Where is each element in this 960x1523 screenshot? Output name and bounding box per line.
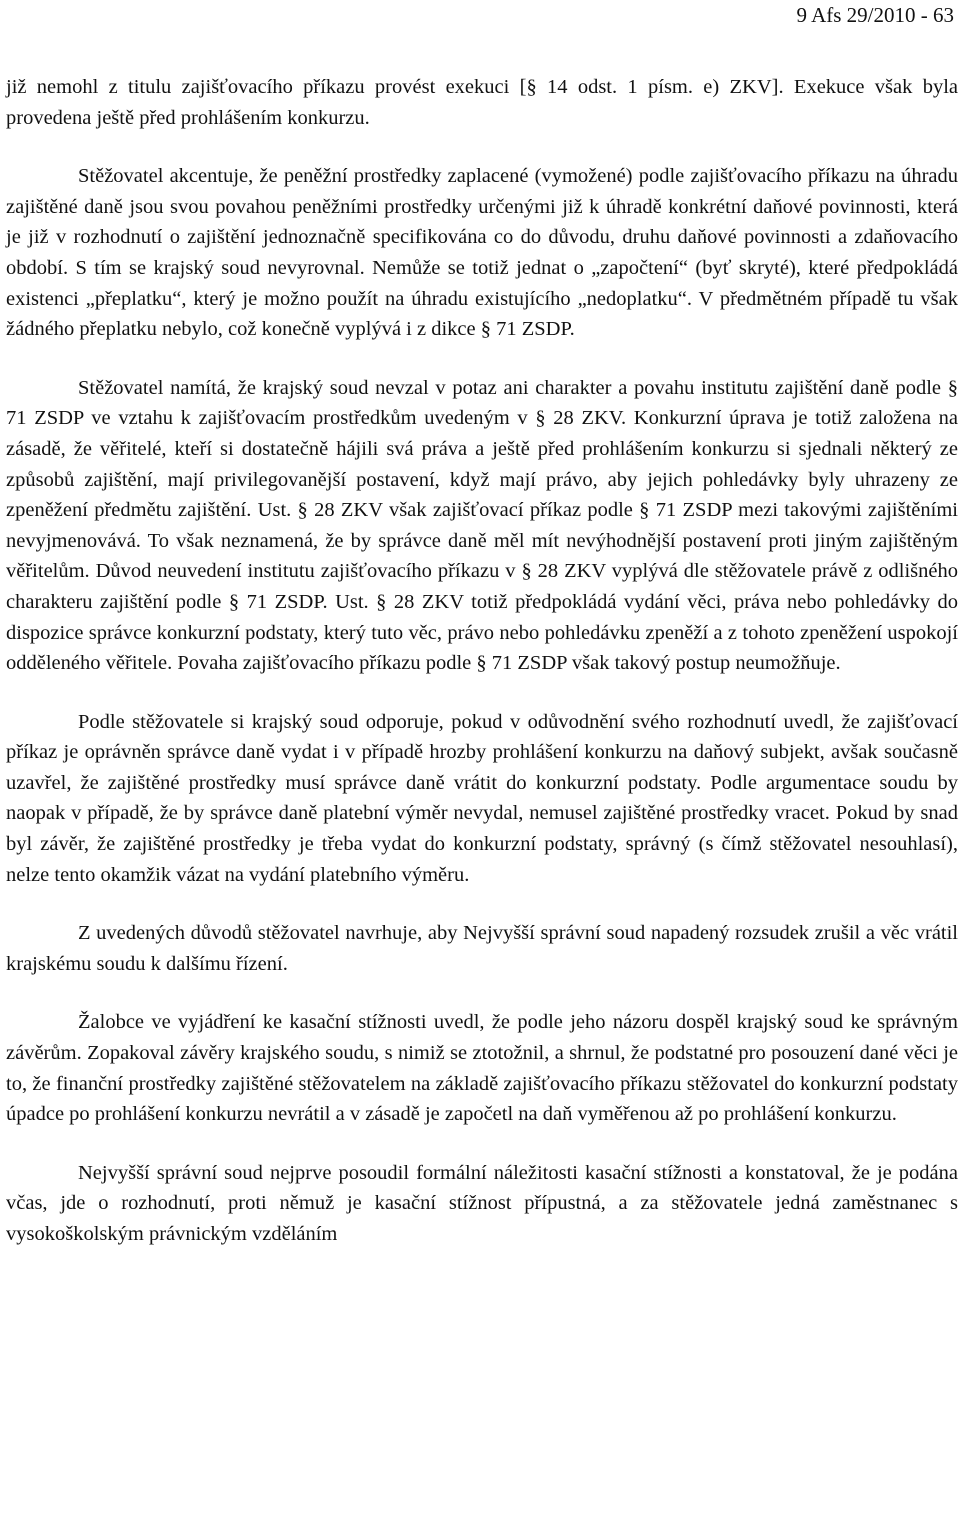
document-body xyxy=(6,72,958,1250)
paragraph-2: Stěžovatel akcentuje, že peněžní prostředky zaplacené (vymožené) podle zajišťovacího příkazu na úhradu zajištěné daně jsou svou povahou peněžními prostředky určenými již k úhradě konkrétní daňové povinnosti, která je již v rozhodnutí o zajištění jednoznačně specifikována co do důvodu, druhu daňové povinnosti a zdaňovacího období. S tím se krajský soud nevyrovnal. Nemůže se totiž jednat o „započtení“ (byť skryté), které předpokládá existenci „přeplatku“, který je možno použít na úhradu existujícího „nedoplatku“. V předmětném případě tu však žádného přeplatku nebylo, což konečně vyplývá i z dikce § 71 ZSDP. xyxy=(6,165,958,341)
paragraph-4: Podle stěžovatele si krajský soud odporuje, pokud v odůvodnění svého rozhodnutí uvedl, že zajišťovací příkaz je oprávněn správce daně vydat i v případě hrozby prohlášení konkurzu na daňový subjekt, avšak současně uzavřel, že zajištěné prostředky musí správce daně vrátit do konkurzní podstaty. Podle argumentace soudu by naopak v případě, že by správce daně platební výměr nevydal, nemusel zajištěné prostředky vracet. Pokud by snad byl závěr, že zajištěné prostředky je třeba vydat do konkurzní podstaty, správný (s čímž stěžovatel nesouhlasí), nelze tento okamžik vázat na vydání platebního výměru. xyxy=(6,710,958,886)
paragraph-3: Stěžovatel namítá, že krajský soud nevzal v potaz ani charakter a povahu institutu zajištění daně podle § 71 ZSDP ve vztahu k zajišťovacím prostředkům uvedeným v § 28 ZKV. Konkurzní úprava je totiž založena na zásadě, že věřitelé, kteří si dostatečně hájili svá práva a ještě před prohlášením konkurzu si sjednali některý ze způsobů zajištění, mají privilegovanější postavení, když mají právo, aby jejich pohledávky byly uhrazeny ze zpeněžení předmětu zajištění. Ust. § 28 ZKV však zajišťovací příkaz podle § 71 ZSDP mezi takovými zajištěními nevyjmenovává. To však neznamená, že by správce daně měl mít nevýhodnější postavení proti jiným zajištěným věřitelům. Důvod neuvedení institutu zajišťovacího příkazu v § 28 ZKV vyplývá dle stěžovatele právě z odlišného charakteru zajištění podle § 71 ZSDP. Ust. § 28 ZKV totiž předpokládá vydání věci, práva nebo pohledávky do dispozice správce konkurzní podstaty, který tuto věc, právo nebo pohledávku zpeněží a z tohoto zpeněžení uspokojí odděleného věřitele. Povaha zajišťovacího příkazu podle § 71 ZSDP však takový postup neumožňuje. xyxy=(6,376,958,675)
paragraph-1: již nemohl z titulu zajišťovacího příkazu provést exekuci [§ 14 odst. 1 písm. e) ZKV]. Exekuce však byla provedena ještě před prohlášením konkurzu. xyxy=(6,76,958,129)
paragraph-7: Nejvyšší správní soud nejprve posoudil formální náležitosti kasační stížnosti a konstatoval, že je podána včas, jde o rozhodnutí, proti němuž je kasační stížnost přípustná, a za stěžovatele jedná zaměstnanec s vysokoškolským právnickým vzděláním xyxy=(6,1161,958,1245)
page-header-case-number: 9 Afs 29/2010 - 63 xyxy=(796,3,954,27)
paragraph-5: Z uvedených důvodů stěžovatel navrhuje, aby Nejvyšší správní soud napadený rozsudek zrušil a věc vrátil krajskému soudu k dalšímu řízení. xyxy=(6,922,958,975)
paragraph-6: Žalobce ve vyjádření ke kasační stížnosti uvedl, že podle jeho názoru dospěl krajský soud ke správným závěrům. Zopakoval závěry krajského soudu, s nimiž se ztotožnil, a shrnul, že podstatné pro posouzení dané věci je to, že finanční prostředky zajištěné stěžovatelem na základě zajišťovacího příkazu stěžovatel do konkurzní podstaty úpadce po prohlášení konkurzu nevrátil a v zásadě je započetl na daň vyměřenou až po prohlášení konkurzu. xyxy=(6,1011,958,1126)
